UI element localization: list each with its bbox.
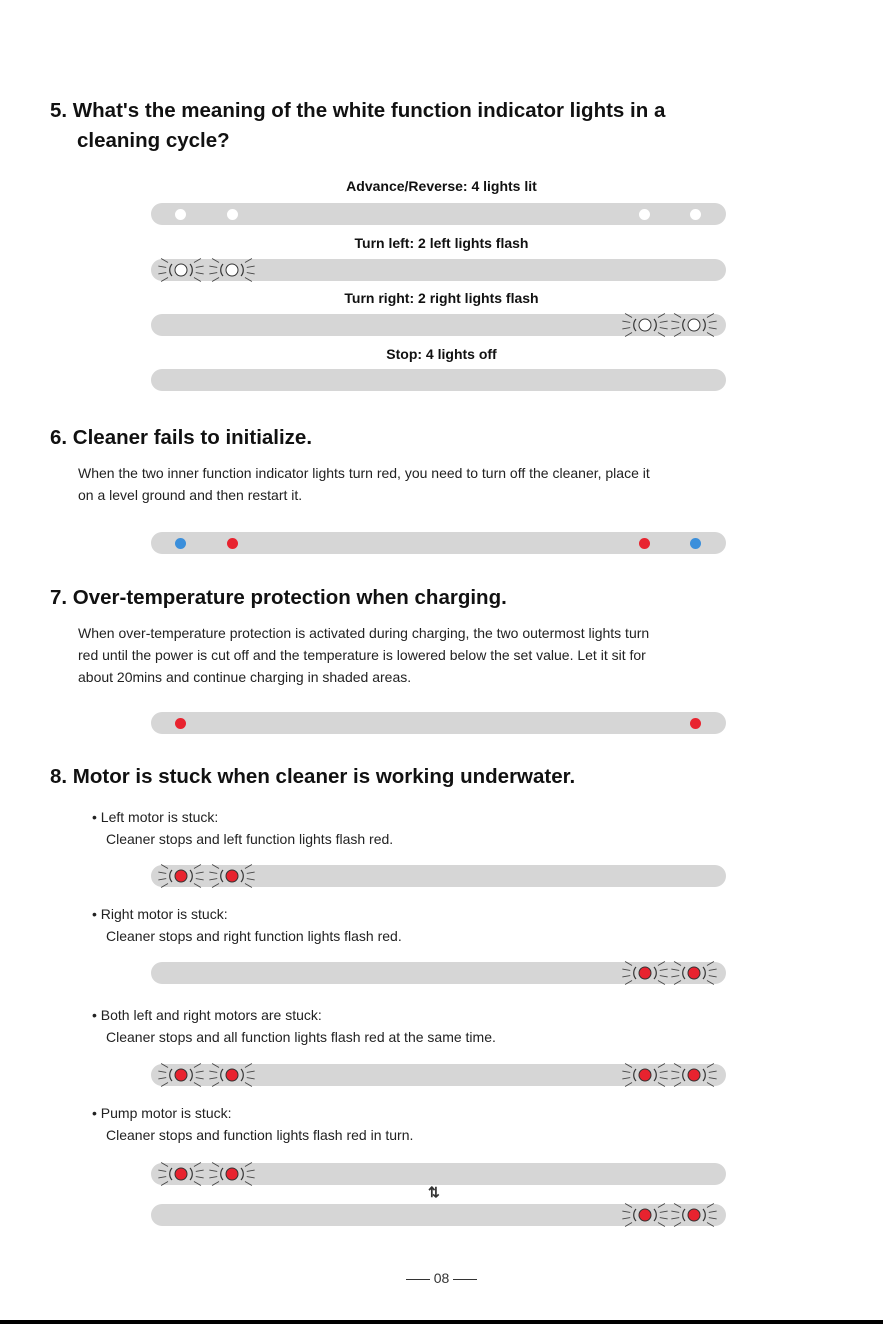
section6-heading: 6. Cleaner fails to initialize. — [50, 426, 313, 449]
page-number — [0, 1270, 883, 1286]
item-pump-motor-desc: Cleaner stops and function lights flash red in turn. — [106, 1127, 414, 1143]
white-light — [639, 209, 650, 220]
flashing-red-light-icon — [619, 1189, 671, 1241]
light-bar-init-fail — [151, 532, 726, 554]
item-left-motor-desc: Cleaner stops and left function lights flash red. — [106, 831, 394, 847]
caption-turn-left: Turn left: 2 left lights flash — [354, 235, 529, 251]
section5-heading-line1: 5. What's the meaning of the white function indicator lights in a — [50, 99, 666, 122]
caption-turn-right: Turn right: 2 right lights flash — [344, 290, 539, 306]
flashing-red-light-icon — [619, 1049, 671, 1101]
item-left-motor-title: • Left motor is stuck: — [92, 809, 219, 825]
light-bar-advance — [151, 203, 726, 225]
flashing-red-light-icon — [155, 850, 207, 902]
flashing-red-light-icon — [206, 1148, 258, 1200]
flashing-red-light-icon — [155, 1049, 207, 1101]
flashing-red-light-icon — [668, 947, 720, 999]
light-bar-over-temp — [151, 712, 726, 734]
red-light — [227, 538, 238, 549]
red-light — [690, 718, 701, 729]
flashing-white-light-icon — [155, 244, 207, 296]
flashing-red-light-icon — [668, 1049, 720, 1101]
caption-advance-reverse: Advance/Reverse: 4 lights lit — [346, 178, 537, 194]
blue-light — [690, 538, 701, 549]
white-light — [227, 209, 238, 220]
blue-light — [175, 538, 186, 549]
flashing-red-light-icon — [619, 947, 671, 999]
item-pump-motor-title: • Pump motor is stuck: — [92, 1105, 232, 1121]
flashing-white-light-icon — [668, 299, 720, 351]
white-light — [175, 209, 186, 220]
page-number-text: 08 — [433, 1270, 450, 1286]
red-light — [175, 718, 186, 729]
section7-text-line2: red until the power is cut off and the temperature is lowered below the set value. Let it sit for — [78, 647, 646, 663]
caption-stop: Stop: 4 lights off — [386, 346, 497, 362]
flashing-red-light-icon — [206, 850, 258, 902]
light-bar-stop — [151, 369, 726, 391]
section5-heading-line2: cleaning cycle? — [77, 129, 230, 152]
item-right-motor-desc: Cleaner stops and right function lights flash red. — [106, 928, 402, 944]
section6-text-line1: When the two inner function indicator lights turn red, you need to turn off the cleaner, place it — [78, 465, 650, 481]
section6-text-line2: on a level ground and then restart it. — [78, 487, 303, 503]
item-right-motor-title: • Right motor is stuck: — [92, 906, 228, 922]
item-both-motors-desc: Cleaner stops and all function lights flash red at the same time. — [106, 1029, 496, 1045]
flashing-white-light-icon — [206, 244, 258, 296]
flashing-red-light-icon — [206, 1049, 258, 1101]
red-light — [639, 538, 650, 549]
alternate-arrows-icon: ⇅ — [428, 1184, 440, 1200]
bottom-border — [0, 1320, 883, 1324]
section7-text-line3: about 20mins and continue charging in shaded areas. — [78, 669, 412, 685]
section7-heading: 7. Over-temperature protection when charging. — [50, 586, 507, 609]
item-both-motors-title: • Both left and right motors are stuck: — [92, 1007, 322, 1023]
flashing-white-light-icon — [619, 299, 671, 351]
flashing-red-light-icon — [155, 1148, 207, 1200]
flashing-red-light-icon — [668, 1189, 720, 1241]
section7-text-line1: When over-temperature protection is activated during charging, the two outermost lights turn — [78, 625, 650, 641]
section8-heading: 8. Motor is stuck when cleaner is working underwater. — [50, 765, 576, 788]
white-light — [690, 209, 701, 220]
